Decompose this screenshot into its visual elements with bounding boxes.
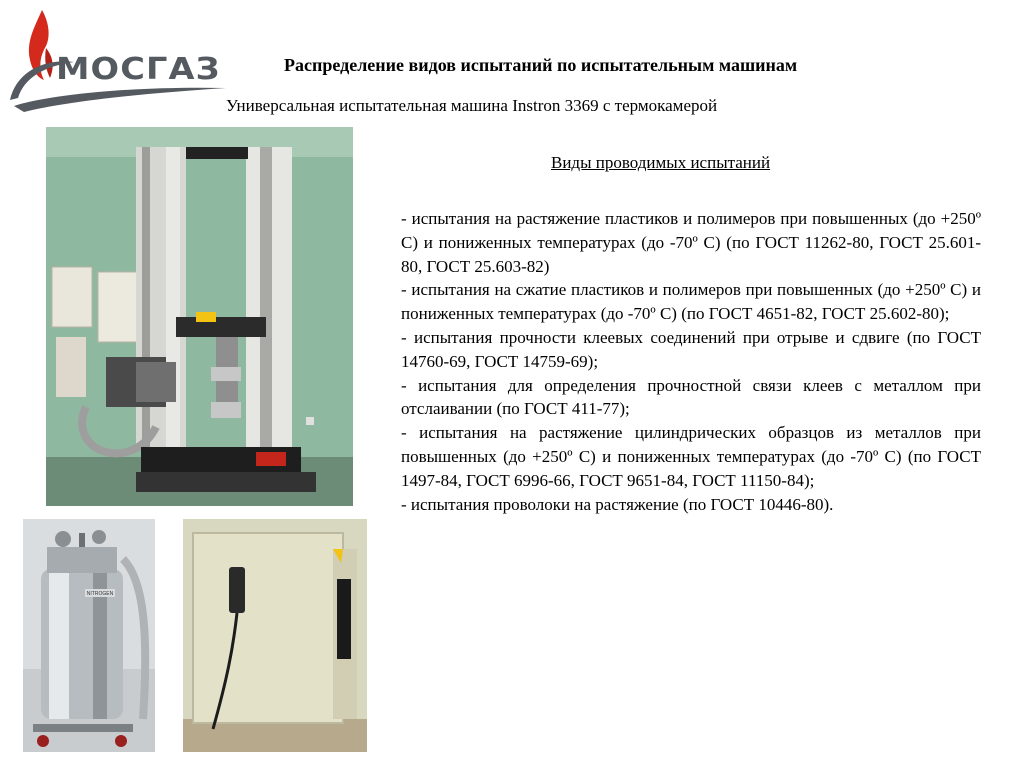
list-item: - испытания на растяжение пластиков и полимеров при повышенных (до +250º С) и пониженных температурах (до -70º С) (по ГОСТ 11262-80, ГОСТ 25.601-80, ГОСТ 25.603-82) xyxy=(401,209,981,276)
logo-text: МОСГАЗ xyxy=(56,52,221,87)
page-title: Распределение видов испытаний по испытательным машинам xyxy=(284,55,798,75)
tests-list xyxy=(401,207,981,516)
list-item: - испытания для определения прочностной связи клеев с металлом при отслаивании (по ГОСТ 411-77); xyxy=(401,375,981,419)
nitrogen-dewar-photo xyxy=(23,519,155,752)
tests-heading: Виды проводимых испытаний xyxy=(551,153,771,172)
list-item: - испытания на сжатие пластиков и полимеров при повышенных (до +250º С) и пониженных температурах (до -70º С) (по ГОСТ 4651-82, ГОСТ 25.602-80); xyxy=(401,280,981,324)
thermal-chamber-photo xyxy=(183,519,367,752)
dewar-label: NITROGEN xyxy=(86,591,114,597)
page-subtitle: Универсальная испытательная машина Instron 3369 с термокамерой xyxy=(226,96,718,115)
list-item: - испытания проволоки на растяжение (по ГОСТ 10446-80). xyxy=(401,494,834,514)
instron-machine-photo xyxy=(46,127,353,506)
list-item: - испытания прочности клеевых соединений при отрыве и сдвиге (по ГОСТ 14760-69, ГОСТ 14759-69); xyxy=(401,327,981,371)
mosgaz-logo xyxy=(4,8,234,112)
list-item: - испытания на растяжение цилиндрических образцов из металлов при повышенных (до +250º С) и пониженных температурах (до -70º С) (по ГОСТ 1497-84, ГОСТ 6996-66, ГОСТ 9651-84, ГОСТ 11150-84); xyxy=(401,423,981,490)
